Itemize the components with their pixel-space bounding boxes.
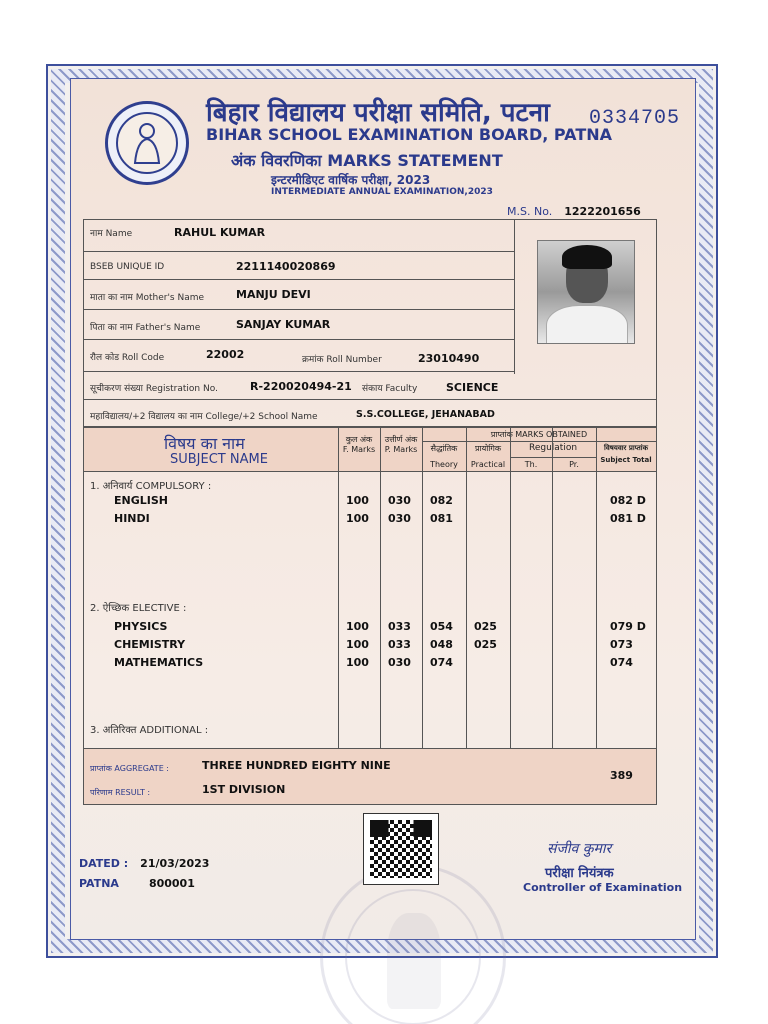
student-info-grid <box>83 219 657 427</box>
uid-label: BSEB UNIQUE ID <box>90 262 165 272</box>
result-label: परिणाम RESULT : <box>90 788 151 797</box>
regulation-practical-header: Pr. <box>569 460 579 469</box>
aggregate-in-words: THREE HUNDRED EIGHTY NINE <box>202 759 391 772</box>
issue-place: PATNA 800001 <box>79 877 195 890</box>
father-value: SANJAY KUMAR <box>236 318 331 331</box>
uid-row <box>84 252 514 280</box>
subject-header-hindi: विषय का नाम <box>164 434 245 453</box>
roll-code-label: रौल कोड Roll Code <box>90 353 165 363</box>
statement-title: अंक विवरणिका MARKS STATEMENT <box>231 151 503 170</box>
roll-number-label: क्रमांक Roll Number <box>302 355 382 365</box>
name-row <box>84 220 514 252</box>
marks-table: विषय का नाम SUBJECT NAME कुल अंक F. Marks उत्तीर्ण अंक P. Marks प्राप्तांक MARKS OBTAINED सैद्धांतिक Theory प्रायोगिक Practical Regulation Th. Pr. विषयवार प्राप्तांक Subject Total 1. अनिवार्य COMPULSORY : 2. ऐच्छिक ELECTIVE : 3. अतिरिक्त ADDITIONAL : ENGLISH 100 030 082 082 D HINDI 100 030 081 081 D PHYSICS 100 033 054 025 079 D CHEMISTRY 100 033 048 025 073 MATHEMATICS 100 030 074 074 <box>83 427 657 749</box>
photo-box <box>514 220 658 374</box>
full-marks-header: कुल अंक F. Marks <box>342 435 376 454</box>
registration-row <box>84 372 656 400</box>
mother-label: माता का नाम Mother's Name <box>90 293 205 303</box>
aggregate-result-box <box>83 749 657 805</box>
subject-total-header: विषयवार प्राप्तांक Subject Total <box>600 444 652 464</box>
board-title-hindi: बिहार विद्यालय परीक्षा समिति, पटना <box>206 98 550 128</box>
name-label: नाम Name <box>90 229 133 239</box>
exam-title-english: INTERMEDIATE ANNUAL EXAMINATION,2023 <box>271 187 493 197</box>
certificate-body <box>70 78 696 940</box>
seal-figure-icon <box>127 121 167 165</box>
faculty-label: संकाय Faculty <box>362 384 418 394</box>
uid-value: 2211140020869 <box>236 260 336 273</box>
controller-signature: संजीव कुमार <box>547 841 612 857</box>
mother-value: MANJU DEVI <box>236 288 311 301</box>
practical-header: प्रायोगिक Practical <box>470 444 506 469</box>
aggregate-total: 389 <box>610 769 633 782</box>
roll-code-value: 22002 <box>206 348 245 361</box>
controller-title-hindi: परीक्षा नियंत्रक <box>545 866 614 881</box>
exam-title-hindi: इन्टरमीडिएट वार्षिक परीक्षा, 2023 <box>271 173 431 187</box>
controller-title-english: Controller of Examination <box>523 881 683 894</box>
qr-code <box>363 813 439 885</box>
father-row <box>84 310 514 340</box>
theory-header: सैद्धांतिक Theory <box>430 444 458 469</box>
ms-number-label: M.S. No. <box>507 205 553 218</box>
serial-number: 0334705 <box>589 107 681 130</box>
registration-value: R-220020494-21 <box>250 380 352 393</box>
father-label: पिता का नाम Father's Name <box>90 323 201 333</box>
board-watermark <box>320 864 506 1024</box>
ms-number-value: 1222201656 <box>564 205 641 218</box>
subject-header-english: SUBJECT NAME <box>170 452 268 467</box>
issue-date: DATED : 21/03/2023 <box>79 857 210 870</box>
mother-row <box>84 280 514 310</box>
result-division: 1ST DIVISION <box>202 783 286 796</box>
roll-row <box>84 340 514 372</box>
board-title-english: BIHAR SCHOOL EXAMINATION BOARD, PATNA <box>206 125 613 144</box>
roll-number-value: 23010490 <box>418 352 480 365</box>
registration-label: सूचीकरण संख्या Registration No. <box>90 384 218 394</box>
marks-table-header <box>84 428 656 472</box>
student-photo <box>537 240 635 344</box>
marks-statement-sheet <box>46 64 718 958</box>
regulation-header: Regulation <box>528 443 578 453</box>
ms-number <box>507 205 641 218</box>
compulsory-section-label: 1. अनिवार्य COMPULSORY : <box>90 481 212 492</box>
additional-section-label: 3. अतिरिक्त ADDITIONAL : <box>90 725 209 736</box>
college-value: S.S.COLLEGE, JEHANABAD <box>356 409 495 420</box>
pass-marks-header: उत्तीर्ण अंक P. Marks <box>384 435 418 454</box>
name-value: RAHUL KUMAR <box>174 226 266 239</box>
regulation-theory-header: Th. <box>524 460 538 469</box>
board-seal-logo <box>105 101 189 185</box>
elective-section-label: 2. ऐच्छिक ELECTIVE : <box>90 603 187 614</box>
faculty-value: SCIENCE <box>446 381 499 394</box>
college-row <box>84 400 656 428</box>
college-label: महाविद्यालय/+2 विद्यालय का नाम College/+2 School Name <box>90 412 318 422</box>
marks-obtained-header: प्राप्तांक MARKS OBTAINED <box>490 430 588 439</box>
aggregate-label: प्राप्तांक AGGREGATE : <box>90 764 169 773</box>
